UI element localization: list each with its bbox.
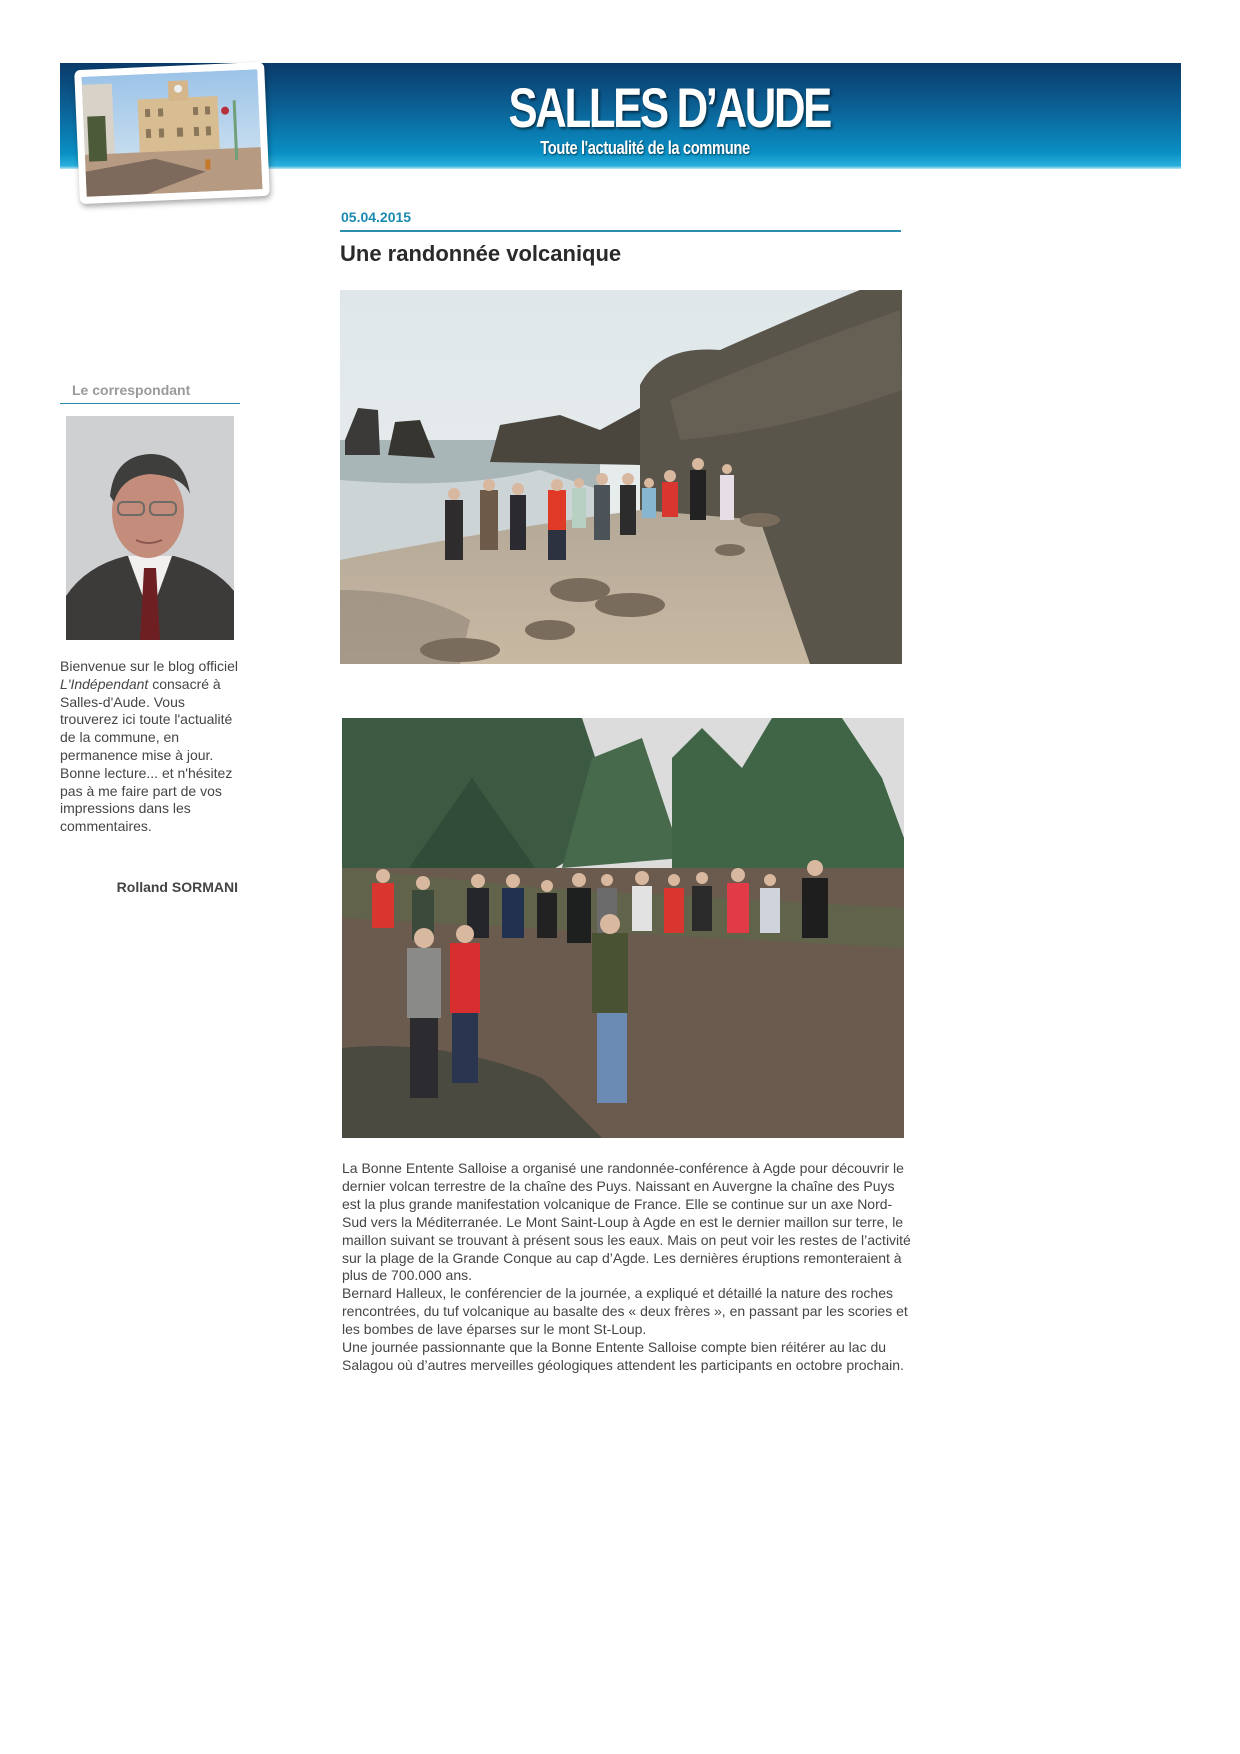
town-hall-image bbox=[81, 69, 262, 197]
intro-text-start: Bienvenue sur le blog officiel bbox=[60, 658, 238, 674]
article-paragraph: Bernard Halleux, le conférencier de la journée, a expliqué et détaillé la nature des roches rencontrées, du tuf volcanique au basalte des « deux frères », en passant par les scories et les bombes de lave éparses sur le mont St-Loup. bbox=[342, 1285, 908, 1338]
article-paragraph: La Bonne Entente Salloise a organisé une randonnée-conférence à Agde pour découvrir le dernier volcan terrestre de la chaîne des Puys. Naissant en Auvergne la chaîne des Puys est la plus grande manifestation volcanique de France. Elle se continue sur un axe Nord-Sud vers la Méditerranée. Le Mont Saint-Loup à Agde en est le dernier maillon sur terre, le maillon suivant se trouvant à présent sous les eaux. Mais on peut voir les restes de l’activité sur la plage de la Grande Conque au cap d’Agde. Les dernières éruptions remonteraient à plus de 700.000 ans. bbox=[342, 1160, 911, 1284]
sidebar-heading: Le correspondant bbox=[72, 382, 191, 398]
correspondent-name: Rolland SORMANI bbox=[116, 879, 238, 895]
forest-group-photo bbox=[342, 718, 904, 1138]
sidebar-intro bbox=[60, 658, 245, 836]
article-body bbox=[342, 1160, 917, 1375]
forest-image bbox=[342, 718, 904, 1138]
article-paragraph: Une journée passionnante que la Bonne Entente Salloise compte bien réitérer au lac du Salagou où d’autres merveilles géologiques attendent les participants en octobre prochain. bbox=[342, 1339, 904, 1373]
site-title[interactable]: SALLES D’AUDE bbox=[508, 76, 830, 139]
beach-group-photo bbox=[340, 290, 902, 664]
sidebar-divider bbox=[60, 403, 240, 404]
date-divider bbox=[340, 230, 901, 232]
portrait-image bbox=[66, 416, 234, 640]
site-tagline: Toute l'actualité de la commune bbox=[540, 138, 750, 158]
intro-text-end: consacré à Salles-d'Aude. Vous trouverez ici toute l'actualité de la commune, en permanence mise à jour. Bonne lecture... et n'hésitez pas à me faire part de vos impressions dans les commentaires. bbox=[60, 675, 233, 835]
town-hall-photo bbox=[74, 62, 270, 204]
post-date: 05.04.2015 bbox=[341, 209, 412, 225]
beach-image bbox=[340, 290, 902, 664]
post-title[interactable]: Une randonnée volcanique bbox=[340, 241, 622, 266]
correspondent-portrait bbox=[66, 416, 234, 640]
newspaper-name: L'Indépendant bbox=[60, 675, 149, 692]
